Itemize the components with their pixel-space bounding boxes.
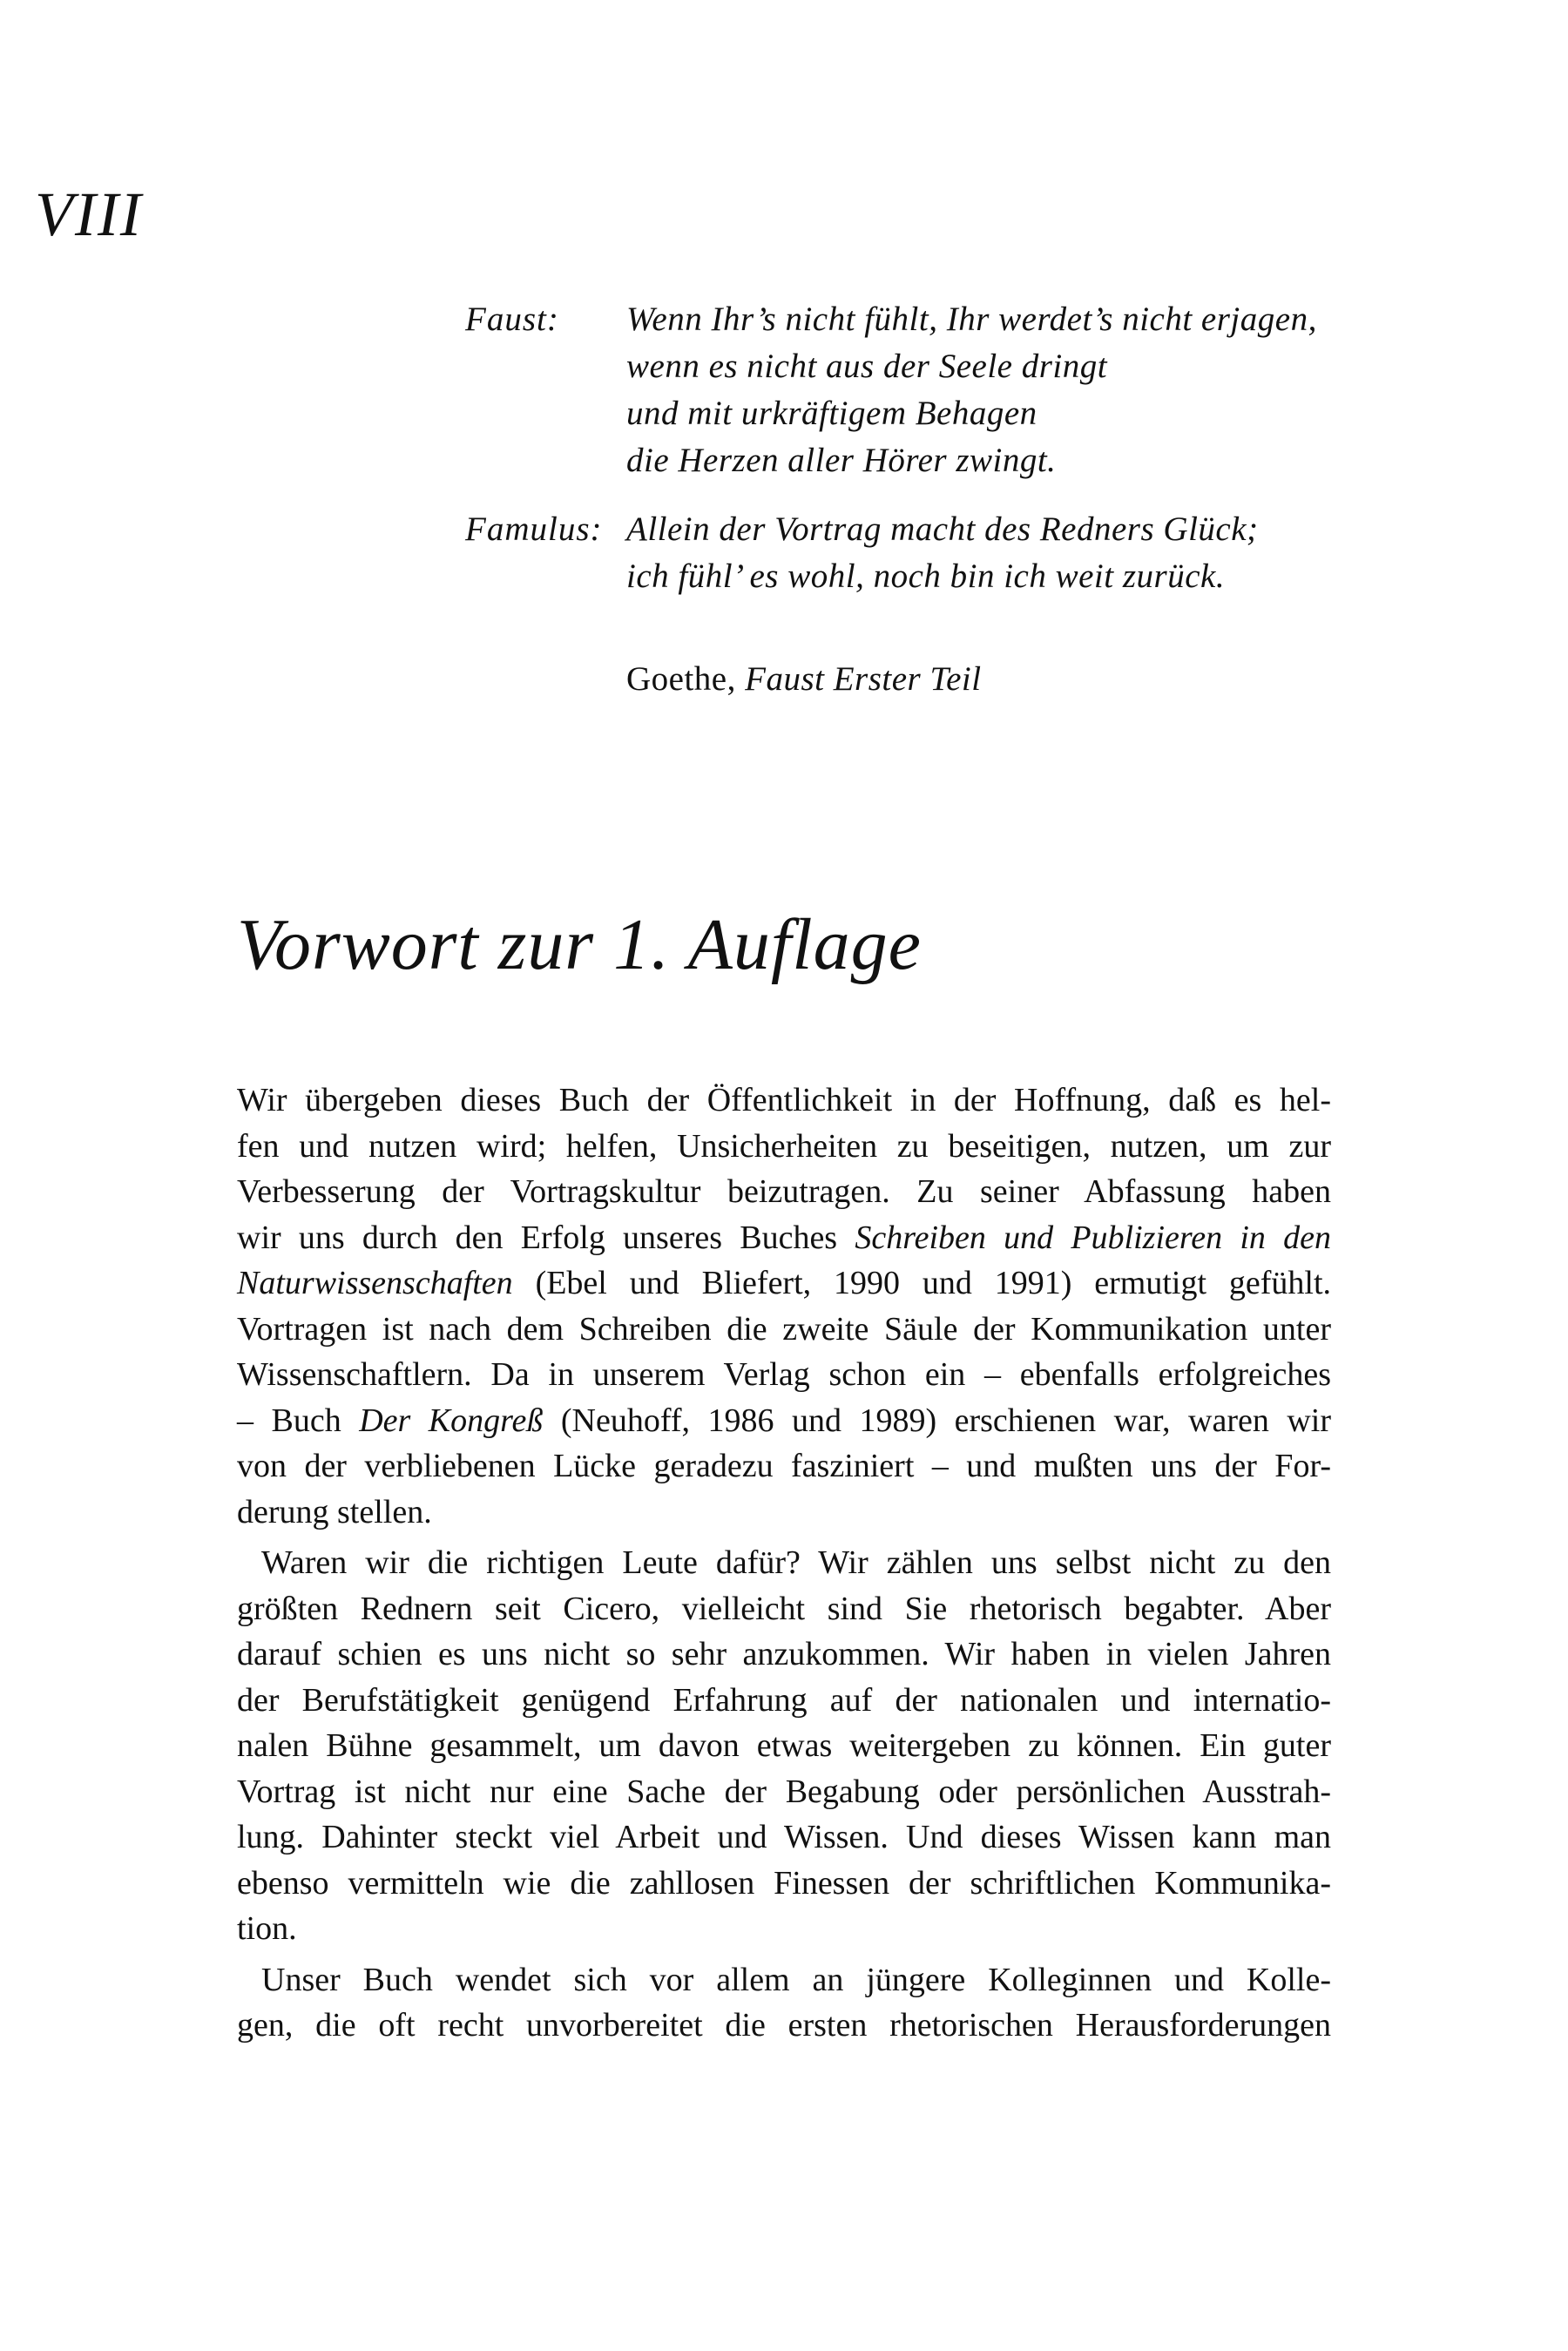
paragraph-2 [237, 1540, 1331, 1952]
verse-line: ich fühl’ es wohl, noch bin ich weit zurück. [626, 557, 1226, 595]
text-line: gen, die oft recht unvorbereitet die ersten rhetorischen Herausforderungen [237, 2007, 1331, 2044]
verse-line: Wenn Ihr’s nicht fühlt, Ihr werdet’s nicht erjagen, [626, 301, 1317, 338]
speech-faust [465, 296, 1423, 484]
text-segment: – Buch [237, 1402, 341, 1439]
text-line: tion. [237, 1910, 297, 1947]
text-line: größten Rednern seit Cicero, vielleicht sind Sie rhetorisch begabter. Aber [237, 1590, 1331, 1627]
text-line: fen und nutzen wird; helfen, Unsicherheiten zu beseitigen, nutzen, um zur [237, 1127, 1331, 1165]
text-line: Wissenschaftlern. Da in unserem Verlag schon ein – ebenfalls erfolgreiches [237, 1356, 1331, 1393]
text-line: Unser Buch wendet sich vor allem an jüngere Kolleginnen und Kolle- [261, 1961, 1331, 1998]
text-line [237, 1215, 1331, 1261]
verse-block [626, 296, 1317, 484]
epigraph-attribution [626, 656, 1423, 703]
text-segment: (Neuhoff, 1986 und 1989) erschienen war, waren wir [560, 1402, 1332, 1439]
text-segment: (Ebel und Bliefert, 1990 und 1991) ermutigt gefühlt. [535, 1265, 1332, 1301]
verse-line: Allein der Vortrag macht des Redners Glück; [626, 510, 1259, 548]
verse-line: wenn es nicht aus der Seele dringt [626, 348, 1108, 385]
speech-famulus [465, 506, 1423, 600]
page-number: VIII [35, 179, 143, 249]
text-line: derung stellen. [237, 1493, 432, 1530]
speaker-label: Faust: [465, 301, 559, 338]
paragraph-1 [237, 1078, 1331, 1535]
book-title-italic: Naturwissenschaften [237, 1265, 513, 1301]
paragraph-3 [237, 1957, 1331, 2049]
chapter-title: Vorwort zur 1. Auflage [237, 904, 922, 985]
text-line: darauf schien es uns nicht so sehr anzukommen. Wir haben in vielen Jahren [237, 1636, 1331, 1672]
text-line: Vortragen ist nach dem Schreiben die zweite Säule der Kommunikation unter [237, 1310, 1331, 1348]
text-line: Waren wir die richtigen Leute dafür? Wir zählen uns selbst nicht zu den [261, 1544, 1331, 1581]
verse-line: und mit urkräftigem Behagen [626, 395, 1037, 432]
text-line: von der verbliebenen Lücke geradezu fasziniert – und mußten uns der For- [237, 1448, 1331, 1484]
text-line: Vortrag ist nicht nur eine Sache der Begabung oder persönlichen Ausstrah- [237, 1773, 1331, 1810]
speaker-label: Famulus: [465, 510, 603, 548]
epigraph [465, 296, 1423, 703]
text-line: ebenso vermitteln wie die zahllosen Finessen der schriftlichen Kommunika- [237, 1864, 1331, 1902]
attribution-author: Goethe, [626, 660, 736, 698]
text-line: nalen Bühne gesammelt, um davon etwas weitergeben zu können. Ein guter [237, 1727, 1331, 1764]
text-line [237, 1398, 1331, 1444]
book-title-italic: Schreiben und Publizieren in den [855, 1219, 1331, 1256]
book-title-italic: Der Kongreß [359, 1402, 544, 1439]
body-text [237, 1078, 1331, 2049]
text-line: lung. Dahinter steckt viel Arbeit und Wissen. Und dieses Wissen kann man [237, 1819, 1331, 1855]
text-segment: wir uns durch den Erfolg unseres Buches [237, 1219, 838, 1256]
verse-line: die Herzen aller Hörer zwingt. [626, 442, 1057, 479]
text-line [237, 1260, 1331, 1307]
attribution-work: Faust Erster Teil [745, 660, 982, 698]
text-line: Wir übergeben dieses Buch der Öffentlichkeit in der Hoffnung, daß es hel- [237, 1082, 1331, 1118]
text-line: Verbesserung der Vortragskultur beizutragen. Zu seiner Abfassung haben [237, 1173, 1331, 1210]
verse-block [626, 506, 1259, 600]
text-line: der Berufstätigkeit genügend Erfahrung auf der nationalen und internatio- [237, 1681, 1331, 1719]
